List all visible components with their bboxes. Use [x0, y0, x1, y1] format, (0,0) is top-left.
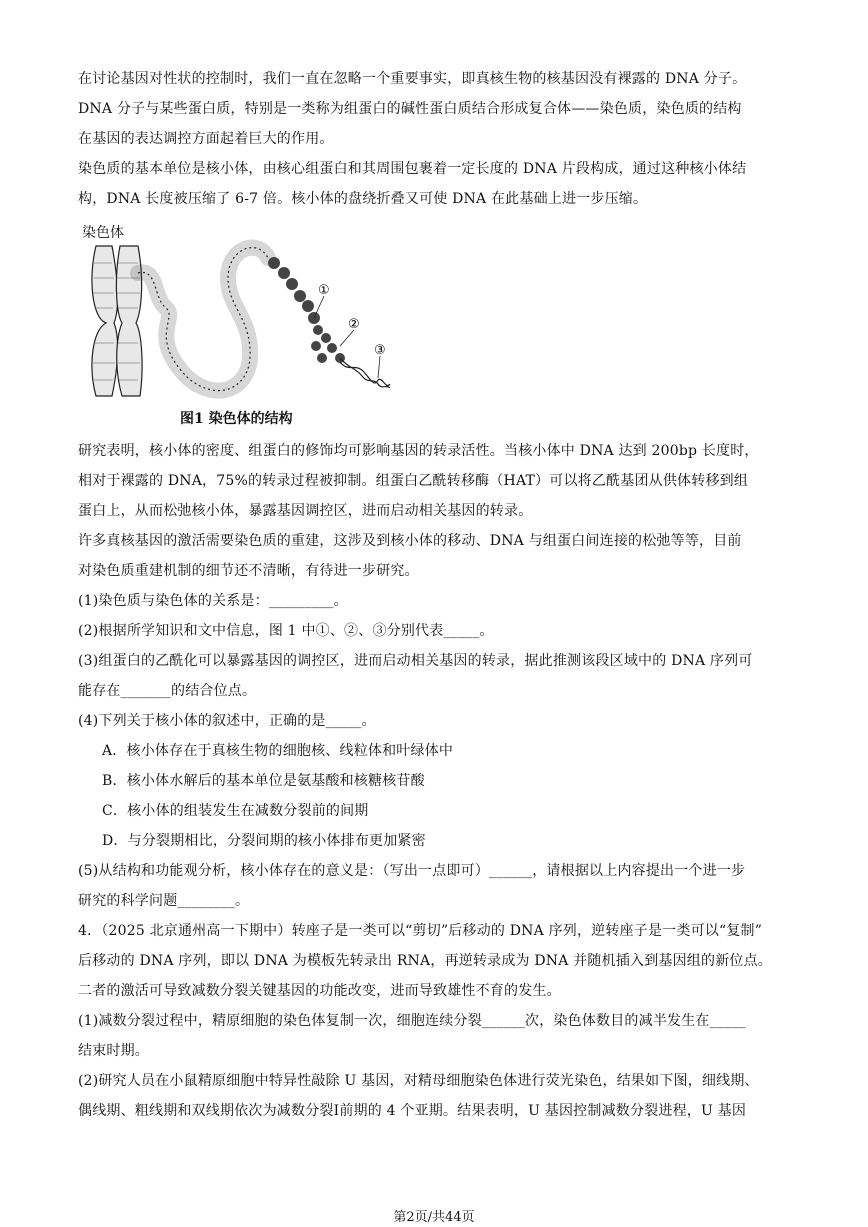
- problem-4-stem: 4．（2025 北京通州高一下期中）转座子是一类可以“剪切”后移动的 DNA 序列，逆转座子是一类可以“复制”: [78, 923, 763, 939]
- problem-4-q1: (1)减数分裂过程中，精原细胞的染色体复制一次，细胞连续分裂______次，染色体数目的减半发生在_____: [78, 1013, 746, 1029]
- paragraph: 蛋白上，从而松弛核小体，暴露基因调控区，进而启动相关基因的转录。: [78, 503, 533, 519]
- problem-4-stem: 二者的激活可导致减数分裂关键基因的功能改变，进而导致雄性不育的发生。: [78, 983, 561, 999]
- question-2: (2)根据所学知识和文中信息，图 1 中①、②、③分别代表_____。: [78, 623, 494, 639]
- problem-4-q2: (2)研究人员在小鼠精原细胞中特异性敲除 U 基因，对精母细胞染色体进行荧光染色，结果如下图，细线期、: [78, 1073, 759, 1089]
- paragraph: 对染色质重建机制的细节还不清晰，有待进一步研究。: [78, 563, 419, 579]
- option-b: B．核小体水解后的基本单位是氨基酸和核糖核苷酸: [102, 773, 425, 789]
- problem-4-stem: 后移动的 DNA 序列，即以 DNA 为模板先转录出 RNA，再逆转录成为 DNA 并随机插入到基因组的新位点。: [78, 953, 773, 969]
- paragraph: 研究表明，核小体的密度、组蛋白的修饰均可影响基因的转录活性。当核小体中 DNA 达到 200bp 长度时，: [78, 443, 759, 459]
- label-1: ①: [318, 283, 330, 298]
- question-3-cont: 能存在_______的结合位点。: [78, 683, 257, 699]
- paragraph: 许多真核基因的激活需要染色质的重建，这涉及到核小体的移动、DNA 与组蛋白间连接的松弛等等，目前: [78, 533, 742, 549]
- question-3: (3)组蛋白的乙酰化可以暴露基因的调控区，进而启动相关基因的转录，据此推测该段区域中的 DNA 序列可: [78, 653, 753, 669]
- question-5: (5)从结构和功能观分析，核小体存在的意义是：（写出一点即可）______，请根据以上内容提出一个进一步: [78, 863, 746, 879]
- figure-chromosome-label: 染色体: [82, 225, 124, 241]
- paragraph: 构，DNA 长度被压缩了 6-7 倍。核小体的盘绕折叠又可使 DNA 在此基础上进一步压缩。: [78, 191, 648, 207]
- chromosome-structure-diagram: [78, 218, 418, 408]
- paragraph: 在基因的表达调控方面起着巨大的作用。: [78, 131, 334, 147]
- problem-4-q2-cont: 偶线期、粗线期和双线期依次为减数分裂Ⅰ前期的 4 个亚期。结果表明，U 基因控制减数分裂进程，U 基因: [78, 1103, 747, 1119]
- option-c: C．核小体的组装发生在减数分裂前的间期: [102, 803, 369, 819]
- document-content: [78, 64, 792, 1126]
- problem-4-q1-cont: 结束时期。: [78, 1043, 149, 1059]
- option-a: A．核小体存在于真核生物的细胞核、线粒体和叶绿体中: [102, 743, 454, 759]
- paragraph: 染色质的基本单位是核小体，由核心组蛋白和其周围包裹着一定长度的 DNA 片段构成，通过这种核小体结: [78, 161, 747, 177]
- question-5-cont: 研究的科学问题________。: [78, 893, 250, 909]
- page-number: 第2页/共44页: [393, 1210, 475, 1225]
- question-4: (4)下列关于核小体的叙述中，正确的是_____。: [78, 713, 376, 729]
- option-d: D．与分裂期相比，分裂间期的核小体排布更加紧密: [102, 833, 426, 849]
- question-1: (1)染色质与染色体的关系是：_________。: [78, 593, 348, 609]
- paragraph: DNA 分子与某些蛋白质，特别是一类称为组蛋白的碱性蛋白质结合形成复合体——染色质，染色质的结构: [78, 101, 742, 117]
- nucleosome-beads: [268, 257, 345, 363]
- paragraph: 相对于裸露的 DNA，75%的转录过程被抑制。组蛋白乙酰转移酶（HAT）可以将乙酰基团从供体转移到组: [78, 473, 749, 489]
- label-2: ②: [348, 317, 360, 332]
- label-3: ③: [374, 343, 386, 358]
- chromosome-figure: [78, 218, 792, 427]
- paragraph: 在讨论基因对性状的控制时，我们一直在忽略一个重要事实，即真核生物的核基因没有裸露的 DNA 分子。: [78, 71, 747, 87]
- solenoid-coil-shadow: [138, 248, 268, 391]
- figure-caption: 图1 染色体的结构: [180, 411, 293, 427]
